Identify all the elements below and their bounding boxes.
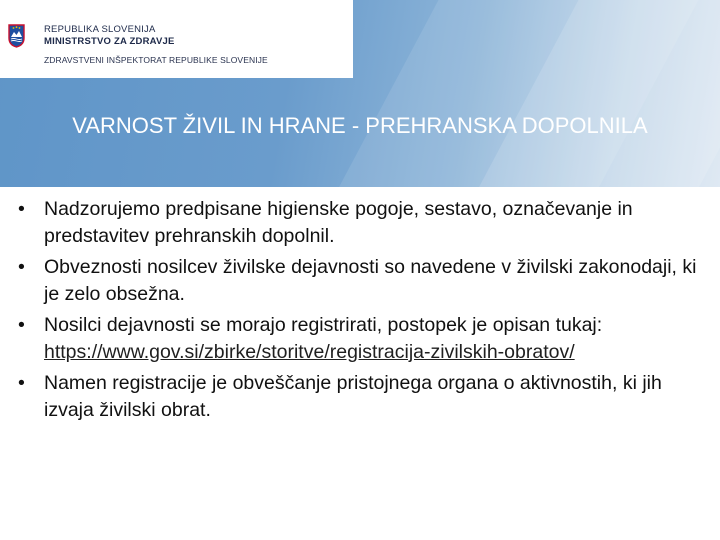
bullet-text: Obveznosti nosilcev živilske dejavnosti so navedene v živilski zakonodaji, ki je zelo obsežna. bbox=[44, 256, 697, 305]
bullet-icon: • bbox=[18, 256, 25, 278]
list-item bbox=[18, 254, 698, 308]
logo-ministry-text: MINISTRSTVO ZA ZDRAVJE bbox=[44, 36, 175, 47]
slide-title: VARNOST ŽIVIL IN HRANE - PREHRANSKA DOPOLNILA bbox=[72, 113, 648, 138]
list-item bbox=[18, 312, 698, 366]
registration-link[interactable]: https://www.gov.si/zbirke/storitve/registracija-zivilskih-obratov/ bbox=[44, 341, 575, 363]
coat-of-arms-icon bbox=[8, 24, 25, 48]
logo-republic-text: REPUBLIKA SLOVENIJA bbox=[44, 24, 156, 35]
bullet-text: Nosilci dejavnosti se morajo registrirati, postopek je opisan tukaj: bbox=[44, 314, 603, 336]
bullet-list bbox=[18, 196, 698, 428]
list-item bbox=[18, 196, 698, 250]
bullet-icon: • bbox=[18, 198, 25, 220]
logo-inspectorate-text: ZDRAVSTVENI INŠPEKTORAT REPUBLIKE SLOVENIJE bbox=[44, 55, 268, 65]
bullet-icon: • bbox=[18, 314, 25, 336]
bullet-text: Namen registracije je obveščanje pristojnega organa o aktivnostih, ki jih izvaja živilski obrat. bbox=[44, 372, 662, 421]
bullet-text: Nadzorujemo predpisane higienske pogoje, sestavo, označevanje in predstavitev prehranskih dopolnil. bbox=[44, 198, 633, 247]
slide-header bbox=[0, 0, 720, 187]
list-item bbox=[18, 370, 698, 424]
ministry-logo bbox=[0, 0, 353, 78]
bullet-icon: • bbox=[18, 372, 25, 394]
